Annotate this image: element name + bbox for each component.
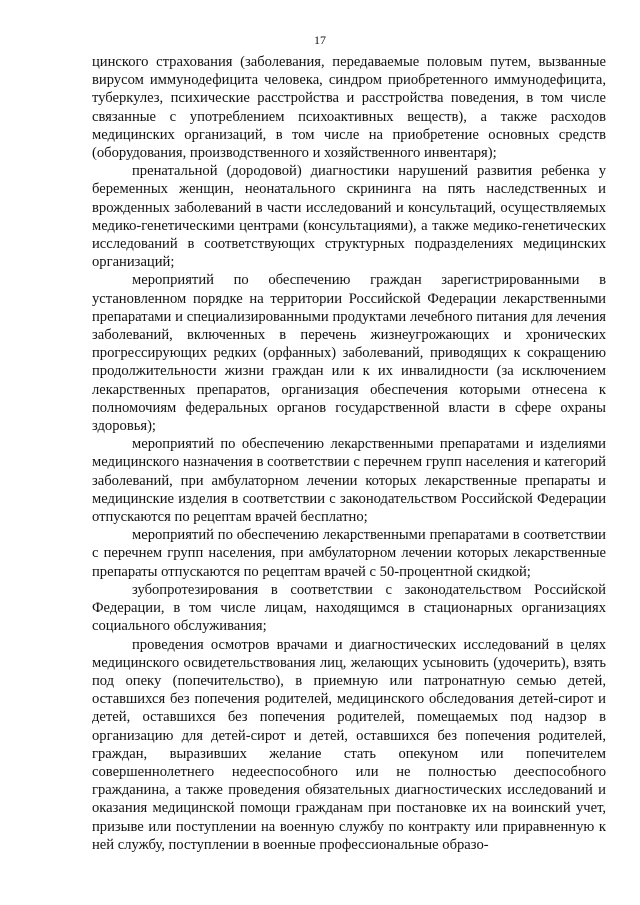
- paragraph: мероприятий по обеспечению лекарственными препаратами в соответствии с перечнем групп населения, при амбулаторном лечении которых лекарственные препараты отпускаются по рецептам врачей с 50-процентной скидкой;: [92, 527, 606, 580]
- paragraph: мероприятий по обеспечению лекарственными препаратами и изделиями медицинского назначения в соответствии с перечнем групп населения и категорий заболеваний, при амбулаторном лечении которых лекарственные препараты и медицинские изделия в соответствии с законодательством Российской Федерации отпускаются по рецептам врачей бесплатно;: [92, 436, 606, 526]
- paragraph: мероприятий по обеспечению граждан зарегистрированными в установленном порядке на территории Российской Федерации лекарственными препаратами и специализированными продуктами лечебного питания для лечения заболеваний, включенных в перечень жизнеугрожающих и хронических прогрессирующих редких (орфанных) заболеваний, приводящих к сокращению продолжительности жизни граждан или к их инвалидности (за исключением лекарственных препаратов, организация обеспечения которыми отнесена к полномочиям федеральных органов государственной власти в сфере охраны здоровья);: [92, 272, 606, 435]
- body-text: [92, 53, 606, 854]
- paragraph: зубопротезирования в соответствии с законодательством Российской Федерации, в том числе лицам, находящимся в стационарных организациях социального обслуживания;: [92, 581, 606, 635]
- paragraph: проведения осмотров врачами и диагностических исследований в целях медицинского освидетельствования лиц, желающих усыновить (удочерить), взять под опеку (попечительство), в приемную или патронатную семью детей, оставшихся без попечения родителей, медицинского обследования детей-сирот и детей, оставшихся без попечения родителей, помещаемых под надзор в организацию для детей-сирот и детей, оставшихся без попечения родителей, граждан, выразивших желание стать опекуном или попечителем совершеннолетнего недееспособного или не полностью дееспособного гражданина, а также проведения обязательных диагностических исследований и оказания медицинской помощи гражданам при постановке их на воинский учет, призыве или поступлении на военную службу по контракту или приравненную к ней службу, поступлении в военные профессиональные образо-: [92, 636, 606, 853]
- paragraph-continuation: цинского страхования (заболевания, передаваемые половым путем, вызванные вирусом иммунодефицита человека, синдром приобретенного иммунодефицита, туберкулез, психические расстройства и расстройства поведения, в том числе связанные с употреблением психоактивных веществ), а также расходов медицинских организаций, в том числе на приобретение основных средств (оборудования, производственного и хозяйственного инвентаря);: [92, 54, 606, 162]
- paragraph: пренатальной (дородовой) диагностики нарушений развития ребенка у беременных женщин, неонатального скрининга на пять наследственных и врожденных заболеваний в части исследований и консультаций, осуществляемых медико-генетическими центрами (консультациями), а также медико-генетических исследований в соответствующих структурных подразделениях медицинских организаций;: [92, 163, 606, 271]
- page-number: 17: [314, 33, 326, 47]
